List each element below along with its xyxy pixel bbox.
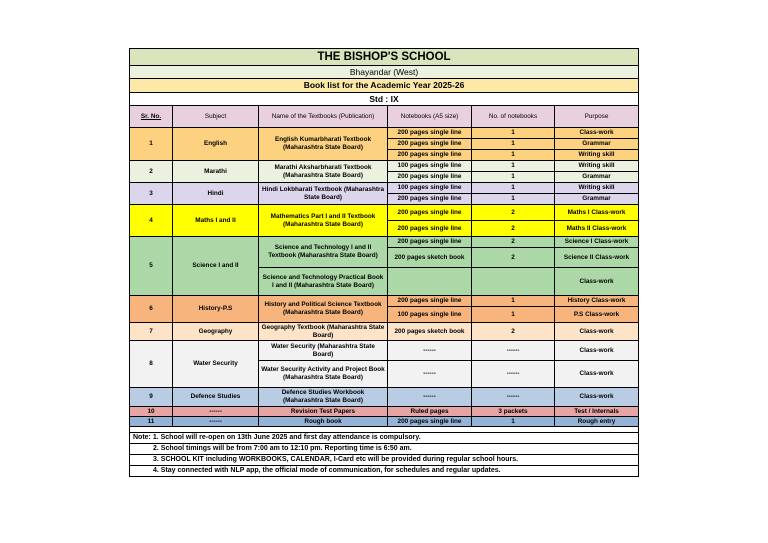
purpose: Test / Internals: [555, 407, 639, 417]
textbook-name: History and Political Science Textbook (Maharashtra State Board): [259, 296, 388, 323]
notebook-type: ------: [388, 341, 472, 361]
notebook-type: 200 pages single line: [388, 172, 472, 183]
notebook-count: 1: [472, 194, 555, 205]
table-row: [130, 161, 639, 172]
table-row: [130, 388, 639, 407]
notebook-count: 1: [472, 161, 555, 172]
sr-no: 3: [130, 183, 173, 205]
table-row: [130, 341, 639, 361]
table-row: [130, 237, 639, 248]
notebook-type: 200 pages single line: [388, 128, 472, 139]
notebook-count: 2: [472, 248, 555, 268]
notebook-type: 200 pages single line: [388, 237, 472, 248]
subject-name: Water Security: [173, 341, 259, 388]
textbook-name: Water Security (Maharashtra State Board): [259, 341, 388, 361]
textbook-name: Science and Technology I and II Textbook (Maharashtra State Board): [259, 237, 388, 268]
purpose: Writing skill: [555, 183, 639, 194]
col-notebooks: Notebooks (A5 size): [388, 106, 472, 128]
notebook-type: ------: [388, 388, 472, 407]
purpose: Writing skill: [555, 161, 639, 172]
textbook-name: Water Security Activity and Project Book (Maharashtra State Board): [259, 361, 388, 388]
notebook-count: 1: [472, 183, 555, 194]
sr-no: 9: [130, 388, 173, 407]
sr-no: 4: [130, 205, 173, 237]
subject-name: Maths I and II: [173, 205, 259, 237]
purpose: History Class-work: [555, 296, 639, 307]
subject-name: Marathi: [173, 161, 259, 183]
notebook-type: 200 pages sketch book: [388, 323, 472, 341]
notebook-count: 3 packets: [472, 407, 555, 417]
notebook-count: 1: [472, 307, 555, 323]
sr-no: 8: [130, 341, 173, 388]
sr-no: 5: [130, 237, 173, 296]
notebook-count: 1: [472, 296, 555, 307]
notebook-type: ------: [388, 361, 472, 388]
notebook-type: 200 pages single line: [388, 296, 472, 307]
purpose: Class-work: [555, 128, 639, 139]
col-subject: Subject: [173, 106, 259, 128]
textbook-name: Defence Studies Workbook (Maharashtra State Board): [259, 388, 388, 407]
standard-label: Std : IX: [130, 93, 639, 106]
notebook-type: 100 pages single line: [388, 183, 472, 194]
subject-name: History-P.S: [173, 296, 259, 323]
textbook-name: English Kumarbharati Textbook (Maharashtra State Board): [259, 128, 388, 161]
purpose: Writing skill: [555, 150, 639, 161]
table-row: [130, 205, 639, 221]
notebook-count: ------: [472, 361, 555, 388]
textbook-name: Rough book: [259, 417, 388, 427]
table-row: [130, 417, 639, 427]
purpose: Grammar: [555, 172, 639, 183]
subject-name: Hindi: [173, 183, 259, 205]
col-purpose: Purpose: [555, 106, 639, 128]
notebook-type: 200 pages sketch book: [388, 248, 472, 268]
table-row: [130, 296, 639, 307]
table-row: [130, 407, 639, 417]
textbook-name: Marathi Aksharbharati Textbook (Maharashtra State Board): [259, 161, 388, 183]
table-row: [130, 128, 639, 139]
purpose: Class-work: [555, 341, 639, 361]
table-row: [130, 323, 639, 341]
subject-name: ------: [173, 407, 259, 417]
notebook-count: [472, 268, 555, 296]
note-line: 2. School timings will be from 7:00 am to 12:10 pm. Reporting time is 6:50 am.: [130, 444, 639, 455]
note-line: Note: 1. School will re-open on 13th June 2025 and first day attendance is compulsory.: [130, 433, 639, 444]
notebook-type: 200 pages single line: [388, 194, 472, 205]
purpose: Class-work: [555, 268, 639, 296]
notebook-count: ------: [472, 341, 555, 361]
purpose: Science I Class-work: [555, 237, 639, 248]
purpose: Science II Class-work: [555, 248, 639, 268]
purpose: Rough entry: [555, 417, 639, 427]
list-title: Book list for the Academic Year 2025-26: [130, 79, 639, 93]
note-line: 3. SCHOOL KIT including WORKBOOKS, CALENDAR, I-Card etc will be provided during regular school hours.: [130, 455, 639, 466]
subject-name: ------: [173, 417, 259, 427]
purpose: Class-work: [555, 323, 639, 341]
notebook-count: 1: [472, 128, 555, 139]
subject-name: English: [173, 128, 259, 161]
notebook-type: 200 pages single line: [388, 139, 472, 150]
subject-name: Defence Studies: [173, 388, 259, 407]
notebook-count: ------: [472, 388, 555, 407]
subject-name: Science I and II: [173, 237, 259, 296]
column-header-row: [130, 106, 639, 128]
sr-no: 11: [130, 417, 173, 427]
notebook-type: 100 pages single line: [388, 307, 472, 323]
notebook-count: 2: [472, 221, 555, 237]
sr-no: 7: [130, 323, 173, 341]
table-row: [130, 183, 639, 194]
textbook-name: Mathematics Part I and II Textbook (Maharashtra State Board): [259, 205, 388, 237]
sr-no: 6: [130, 296, 173, 323]
book-list-sheet: [129, 48, 638, 477]
purpose: Class-work: [555, 388, 639, 407]
notebook-count: 1: [472, 139, 555, 150]
purpose: Maths II Class-work: [555, 221, 639, 237]
notebook-type: Ruled pages: [388, 407, 472, 417]
notebook-type: 200 pages single line: [388, 417, 472, 427]
notebook-type: 200 pages single line: [388, 150, 472, 161]
purpose: Class-work: [555, 361, 639, 388]
notebook-type: 200 pages single line: [388, 205, 472, 221]
purpose: Grammar: [555, 139, 639, 150]
textbook-name: Science and Technology Practical Book I and II (Maharashtra State Board): [259, 268, 388, 296]
notebook-count: 1: [472, 172, 555, 183]
school-location: Bhayandar (West): [130, 66, 639, 79]
sr-no: 10: [130, 407, 173, 417]
notebook-type: [388, 268, 472, 296]
col-sr-no: Sr. No.: [130, 106, 173, 128]
notebook-count: 2: [472, 237, 555, 248]
notebook-count: 2: [472, 205, 555, 221]
note-line: 4. Stay connected with NLP app, the official mode of communication, for schedules and regular updates.: [130, 466, 639, 477]
notebook-type: 200 pages single line: [388, 221, 472, 237]
col-notebook-count: No. of notebooks: [472, 106, 555, 128]
purpose: Maths I Class-work: [555, 205, 639, 221]
sr-no: 2: [130, 161, 173, 183]
notebook-type: 100 pages single line: [388, 161, 472, 172]
notebook-count: 1: [472, 150, 555, 161]
purpose: P.S Class-work: [555, 307, 639, 323]
col-textbook: Name of the Textbooks (Publication): [259, 106, 388, 128]
notebook-count: 2: [472, 323, 555, 341]
textbook-name: Revision Test Papers: [259, 407, 388, 417]
notebook-count: 1: [472, 417, 555, 427]
purpose: Grammar: [555, 194, 639, 205]
subject-name: Geography: [173, 323, 259, 341]
school-name: THE BISHOP'S SCHOOL: [130, 49, 639, 66]
sr-no: 1: [130, 128, 173, 161]
book-list-table: [129, 48, 639, 477]
textbook-name: Hindi Lokbharati Textbook (Maharashtra State Board): [259, 183, 388, 205]
textbook-name: Geography Textbook (Maharashtra State Board): [259, 323, 388, 341]
